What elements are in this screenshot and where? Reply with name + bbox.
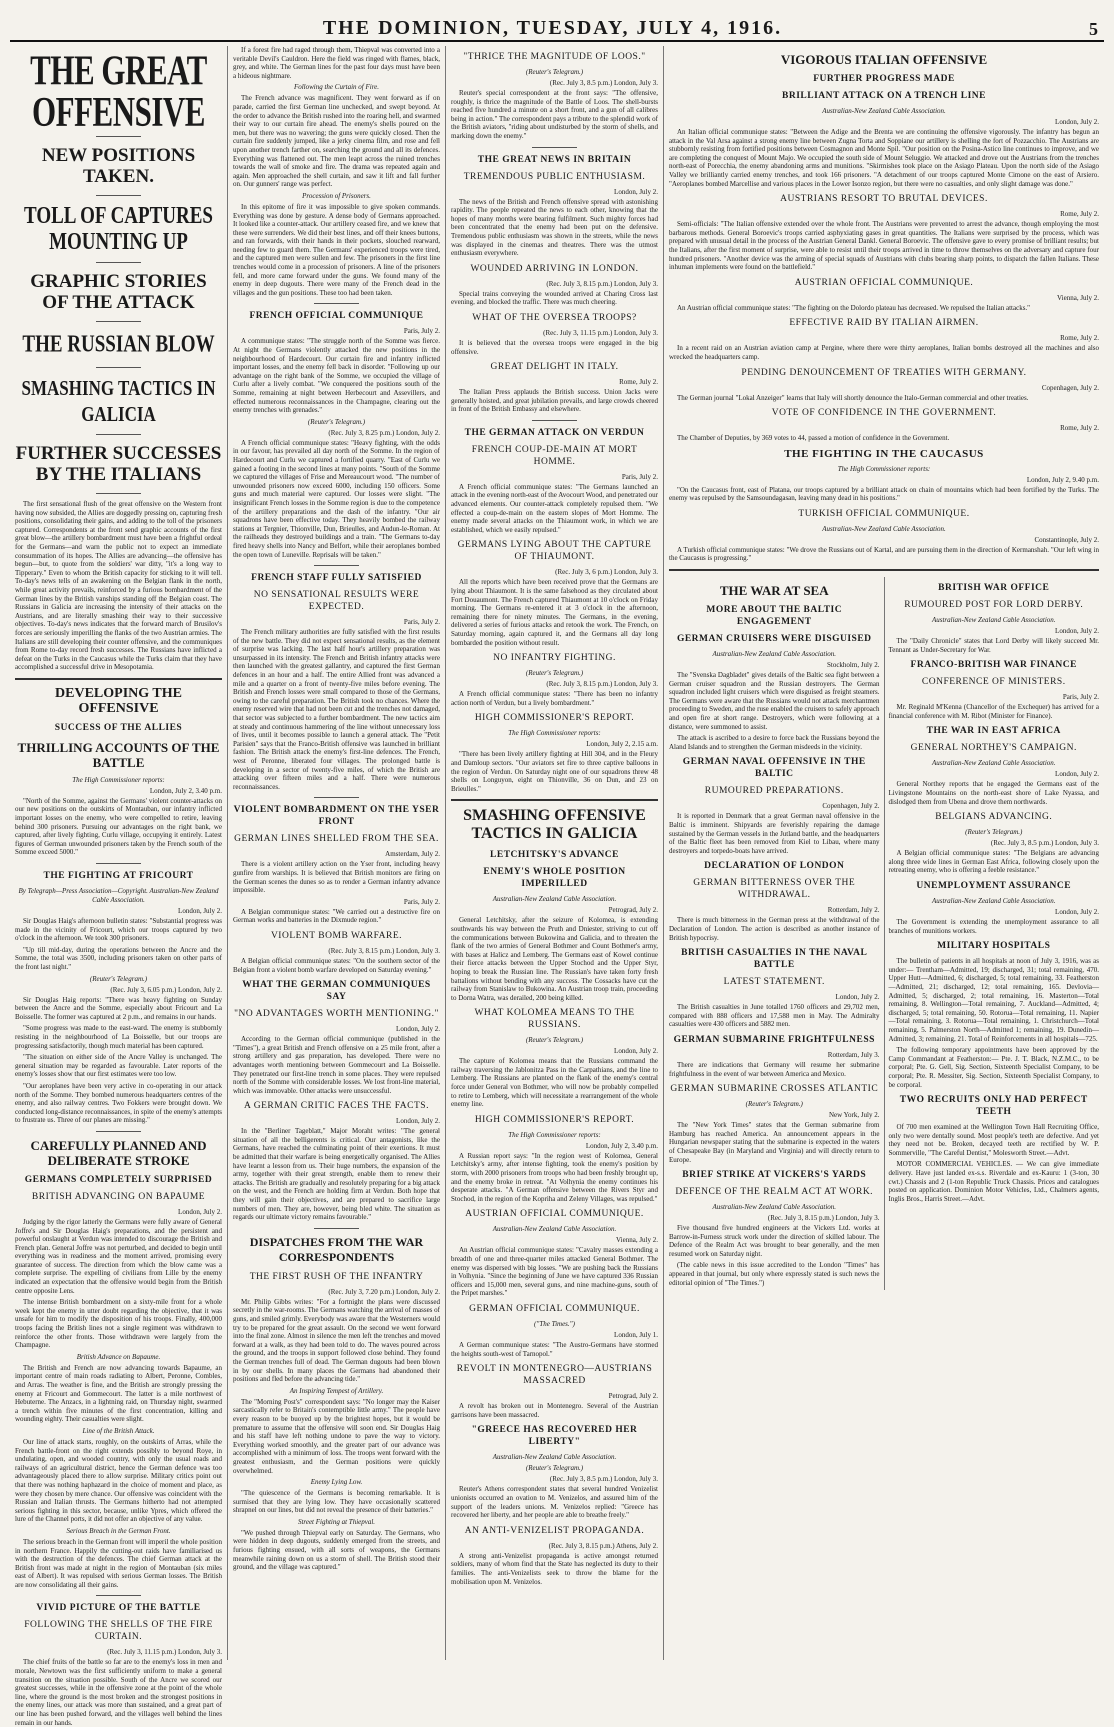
headline-bomb-warfare: VIOLENT BOMB WARFARE. — [270, 930, 403, 941]
misc-news-column — [889, 577, 1100, 1290]
article-paragraph: Reuter's Athens correspondent states that several hundred Venizelist unionists occurred an ovation to M. Venizelos, and assured him of the support of the leaders unions. M. Venizelos replied: "Greece has recovered her liberty, and her people are able to breathe freely." — [451, 1485, 658, 1520]
dateline: Vienna, July 2. — [1057, 293, 1099, 302]
headline-confidence: VOTE OF CONFIDENCE IN THE GOVERNMENT. — [771, 408, 997, 419]
headline-thrice-loos: "THRICE THE MAGNITUDE OF LOOS." — [463, 52, 646, 62]
report-source: Australian-New Zealand Cable Association. — [492, 1453, 617, 1462]
headline-shelled-sea: GERMAN LINES SHELLED FROM THE SEA. — [234, 834, 439, 845]
article-paragraph: It is believed that the oversea troops were engaged in the big offensive. — [451, 338, 658, 356]
report-source: ("The Times.") — [534, 1319, 575, 1328]
report-source: (Reuter's Telegram.) — [525, 669, 584, 678]
headline-turkish: TURKISH OFFICIAL COMMUNIQUE. — [798, 508, 970, 519]
dateline: Paris, July 2. — [403, 897, 440, 906]
headline-rumoured: RUMOURED PREPARATIONS. — [704, 786, 844, 797]
article-paragraph: The intense British bombardment on a sixty-mile front for a whole week kept the enemy in utter doubt regarding the objective, that it was unsafe for him to modify the disposition of his troops. Finally, 400,000 troops facing the British lines not a single regiment was withdrawn to reinforce the other fronts. Those withdrawn were largely from the Champagne. — [15, 1298, 222, 1350]
article-paragraph: There is a violent artillery action on the Yser front, including heavy gunfire from warships. It is believed that British monitors are firing on the German scenes the dunes so as to render a German infantry advance impossible. — [233, 860, 440, 895]
article-paragraph: A French official communique states: "There has been no infantry action north of Verdun, but a lively bombardment." — [451, 690, 658, 707]
headline-montenegro: REVOLT IN MONTENEGRO—AUSTRIANS MASSACRED — [456, 1364, 653, 1387]
dateline: London, July 2. — [396, 1117, 440, 1126]
dateline: London, July 2. — [614, 187, 658, 196]
article-paragraph: The "Daily Chronicle" states that Lord Derby will likely succeed Mr. Tennant as Under-Secretary for War. — [888, 637, 1099, 654]
article-paragraph: Mr. Reginald M'Kenna (Chancellor of the Exchequer) has arrived for a financial conference with M. Ribot (Minister for Finance). — [888, 703, 1099, 720]
dateline: Stockholm, July 2. — [826, 661, 880, 670]
article-paragraph: Semi-officials: "The Italian offensive extended over the whole front. The Austrians were prevented to arrest the advance, though employing the most barbarous methods. General Boroevic's troops carried asphyxiating gases in great quantities. The Italians were surprised by the process, which was prepared with unusual detail in the process of the Austrian General Dankl. General Boroevic. The offensive gave to every promise of brilliant results; but the Italians, after the first moment of surprise, were able to resist until their troops arrived in time to throw themselves on the adversary and capture four hundred prisoners. "Another device was the arming of special squads of Austrians with clubs bearing sharp points, to dispatch the fallen Italians. These inhuman implements were found on the battlefield." — [669, 220, 1099, 272]
headline-treaties: PENDING DENOUNCEMENT OF TREATIES WITH GERMANY. — [741, 367, 1027, 378]
article-paragraph: The British and French are now advancing towards Bapaume, an important centre of main roads radiating to Albert, Peronne, Combles, and Arras. The weather is fine, and the British are strongly pressing the enemy at Fricourt and Gommecourt. The latter is a mile northwest of Hebuterne. The Anzacs, in a lightning raid, on Thursday night, swarmed a trench within five minutes of the first concentration, killing and wounding eighty. Their casualties were slight. — [15, 1363, 222, 1424]
dateline: (Rec. July 3, 8.15 p.m.) London, July 3. — [546, 279, 658, 288]
dateline: Rotterdam, July 2. — [827, 906, 880, 915]
subhead: Procession of Prisoners. — [302, 191, 371, 200]
headline-casualties: BRITISH CASUALTIES IN THE NAVAL BATTLE — [681, 948, 868, 971]
headline-new-positions: NEW POSITIONS TAKEN. — [41, 145, 196, 187]
headline-brutal-devices: AUSTRIANS RESORT TO BRUTAL DEVICES. — [780, 194, 988, 205]
article-paragraph: "North of the Somme, against the Germans' violent counter-attacks on our new positions on the outskirts of Montauban, our infantry inflicted important losses on the enemy, who were compelled to retire, leaving behind 300 prisoners. Pursuing our advantages on the right bank, we captured, after lively fighting, Curlu village, occupying it entirely. Latest figures of German unwounded prisoners taken by the French south of the Somme exceed 5000." — [15, 796, 222, 857]
headline-naval-offensive: GERMAN NAVAL OFFENSIVE IN THE BALTIC — [682, 757, 866, 780]
headline-developing: DEVELOPING THE OFFENSIVE — [55, 685, 182, 716]
headline-vivid-picture: VIVID PICTURE OF THE BATTLE — [36, 1603, 201, 1614]
article-paragraph: The "New York Times" states that the German submarine from Hamburg has reached America. An announcement appears in the Hungarian newspaper stating that the submarine is expected in the waters of Chesapeake Bay (in Maryland and Virginia) and will directly return to Europe. — [669, 1121, 880, 1164]
headline-verdun: THE GERMAN ATTACK ON VERDUN — [464, 427, 645, 438]
report-source: The High Commissioner reports: — [508, 1130, 601, 1139]
headline-french-staff: FRENCH STAFF FULLY SATISFIED — [251, 573, 422, 584]
report-source: Australian-New Zealand Cable Association. — [492, 895, 617, 904]
dateline: Copenhagen, July 2. — [1041, 383, 1099, 392]
article-paragraph: A Belgian communique states: "We carried out a destructive fire on German works and batteries in the Dixmude region." — [233, 907, 440, 925]
headline-bapaume: BRITISH ADVANCING ON BAPAUME — [31, 1191, 206, 1202]
headline-further-progress: FURTHER PROGRESS MADE — [813, 74, 955, 84]
article-paragraph: A French official communique states: "The Germans launched an attack in the evening north-east of the Avocourt Wood, and penetrated our advanced elements. Our counter-attack completely repulsed them. "We effected a coup-de-main on the eastern slopes of Mort Homme. The enemy made several attacks on the Thiaumont work, in which we are established, which we easily repulsed." — [451, 482, 658, 534]
article-paragraph: Sir Douglas Haig reports: "There was heavy fighting on Sunday between the Ancre and the Somme, especially about Fricourt and La Boisselle. The former was captured at 2 p.m., and remains in our hands. — [15, 995, 222, 1021]
dateline: Rome, July 2. — [619, 378, 658, 387]
dateline: London, July 2. — [1055, 908, 1099, 916]
headline-french-communique: FRENCH OFFICIAL COMMUNIQUE — [249, 311, 424, 322]
dateline: Petrograd, July 2. — [608, 906, 658, 915]
headline-thrilling: THRILLING ACCOUNTS OF THE BATTLE — [17, 739, 220, 770]
report-source: The High Commissioner reports: — [508, 729, 601, 738]
headline-smashing-tactics: SMASHING TACTICS IN GALICIA — [21, 376, 216, 426]
article-paragraph: If a forest fire had raged through them, Thiepval was converted into a veritable Devil's Cauldron. Here the field was ringed with flames, black, grey, and white. The German lines for the past four days must have been a hideous nightmare. — [233, 46, 440, 80]
headline-high-commissioner-2: HIGH COMMISSIONER'S REPORT. — [474, 1114, 635, 1125]
dateline: London, July 2. — [396, 1025, 440, 1034]
dateline: (Rec. July 3, 7.20 p.m.) London, July 2. — [328, 1287, 440, 1296]
article-paragraph: The bulletin of patients in all hospitals at noon of July 3, 1916, was as under:— Trentham—Admitted, 19; discharged, 31; total remaining, 470. Upper Hutt—Admitted, 6; discharged, 5; total remaining, 33. Featherston—Admitted, 21; discharged, 12; total remaining, 165. Devlovia—Admitted, 5; discharged, 2; total remaining, 16. Masterton—Total remaining, 8. Wellington—Total remaining, 7. Auckland—Admitted, 4; discharged, 5; total remaining, 50. Rotorua—Total remaining, 11. Napier—Total remaining, 3. Rotorua—Total remaining, 1. Christchurch—Total remaining, 5. Palmerston North—Admitted 1; remaining, 19. Dunedin—Admitted, 3; remaining, 21. Total of Reinforcements in all hospitals—725. — [888, 957, 1099, 1043]
headline-letchitsky: LETCHITSKY'S ADVANCE — [490, 850, 619, 861]
dateline: London, July 2, 3.40 p.m. — [585, 1141, 658, 1150]
article-paragraph: "There has been lively artillery fighting at Hill 304, and in the Fleury and Damloup sectors. "Our aviators set fire to three captive balloons in the region of Verdun. On Saturday night one of our squadrons threw 48 shells on Longuyon, eight on Thionville, 36 on Dun, and 23 on Brieulles." — [451, 750, 658, 793]
headline-lord-derby: RUMOURED POST FOR LORD DERBY. — [904, 600, 1084, 611]
subhead: British Advance on Bapaume. — [76, 1352, 161, 1361]
headline-toll: TOLL OF CAPTURES MOUNTING UP — [24, 202, 213, 256]
headline-no-sensational: NO SENSATIONAL RESULTS WERE EXPECTED. — [253, 590, 420, 613]
subhead: Line of the British Attack. — [82, 1426, 155, 1435]
article-paragraph: A Turkish official communique states: "We drove the Russians out of Kartal, and are pursuing them in the direction of Kermanshah. "Our left wing in the Caucasus is progressing." — [669, 545, 1099, 563]
article-paragraph: A Russian report says: "In the region west of Kolomea, General Letchitsky's army, after intense fighting, took the enemy's position by storm, with 2000 prisoners from troops who had been freshly brought up, and the enemy broke in retreat. "At Volhynia the enemy continues his desperate attacks. "A German offensive between the Rivers Styr and Stochod, in the region of the Kopriha and Zeleny Villages, was repulsed." — [451, 1151, 658, 1203]
dateline: (Rec. July 3, 8.15 p.m.) London, July 3. — [328, 946, 440, 955]
headline-war-at-sea: THE WAR AT SEA — [719, 583, 829, 599]
headline-success-allies: SUCCESS OF THE ALLIES — [54, 722, 183, 733]
headline-oversea-troops: WHAT OF THE OVERSEA TROOPS? — [472, 312, 637, 323]
editorial-note: (The cable news in this issue accredited to the London "Times" has appeared in that journal, but only where expressly stated is such news the editorial opinion of "The Times.") — [669, 1261, 880, 1287]
article-paragraph: An Italian official communique states: "Between the Adige and the Brenta we are continuing the offensive vigorously. The infantry has begun an attack in the Val Arsa against a strong enemy line between Zugna Torta and Soppiane our artillery is shelling the fort of Pozzacchio. The Austrians are stubbornly resisting from fortified positions between Cosmagnon and Monte Spil. "Our position on the Posina-Astico line continues to improve, and we are completing the conquest of Mount Majo. We occupied the south side of Mount Seluggio. We attacked and drove out the Austrians from the trenches north-east of Porecchia, the enemy abandoning arms and munitions. "Skirmishes took place on the Asiago Plateau. Upon the north side of the Asiago Valley we brilliantly carried enemy trenches, and took 166 prisoners. "A detachment of our troops captured Monte Cimone on the east of Arsiero. "Aeroplanes bombed Marcellise and various places in the Lower Isonzo region, but there were no casualties, and only slight damage was done." — [669, 128, 1099, 188]
masthead-title: THE DOMINION, TUESDAY, JULY 4, 1916. — [322, 17, 783, 39]
dateline: (Rec. July 3, 8.15 p.m.) London, July 3. — [767, 1214, 880, 1223]
article-paragraph: "On the Caucasus front, east of Platana, our troops captured by a brilliant attack on chain of mountains which had been fortified by the Turks. The enemy was repulsed by the Samsoundagasan, leaving many dead in his positions." — [669, 485, 1099, 503]
headline-war-finance: FRANCO-BRITISH WAR FINANCE — [910, 660, 1077, 671]
article-paragraph: The chief fruits of the battle so far are to the enemy's loss in men and morale, Newtown was the first sufficiently uniform to make a general transition on the situation possible. South of the Ancre we scored our greatest successes, while in the offensive zone at the point of the whole line, where the ground is the most broken and the strongest positions in the enemy lines, our attack was more than sustained, and a great part of our line has been pushed forward, and the villages well behind the lines remain in our hands. — [15, 1658, 222, 1727]
article-paragraph: A strong anti-Venizelist propaganda is active amongst returned soldiers, many of whom find that the State has neglected its duty to their families. The anti-Venizelists seek to throw the blame for the mobilisation upon M. Venizelos. — [451, 1551, 658, 1586]
report-source: (Reuter's Telegram.) — [307, 417, 366, 426]
article-paragraph: "We pushed through Thiepval early on Saturday. The Germans, who were hidden in deep dugouts, suddenly emerged from the streets, and furious fighting ensued, with all sorts of weapons, the Germans meanwhile raining down on us a storm of shell. The British stood their ground, and the village was captured." — [233, 1528, 440, 1572]
page-number: 5 — [1089, 19, 1098, 39]
article-paragraph: An Austrian official communique states: "Cavalry masses extending a breadth of one and three-quarter miles attacked General Bothmer. The enemy was dispersed with big losses. "We are pushing back the Russians in Volhynia. "Since the beginning of June we have captured 336 Russian officers and 15,000 men, several guns, and nine machine-guns, south of the Pripet marshes." — [451, 1246, 658, 1298]
dateline: London, July 2, 3.40 p.m. — [149, 786, 222, 795]
subhead: An Inspiring Tempest of Artillery. — [289, 1386, 384, 1395]
article-paragraph: Judging by the rigor latterly the Germans were fully aware of General Joffre's and Sir Douglas Haig's preparations, and the persistent and powerful onslaught at Verdun was intended to discourage the British and French plan. General Joffre was not perturbed, and decided to begin until everything was in readiness and the moment arrived, promising every guarantee of success. The direction from which the blow came was a complete surprise. The expelling of civilians from Lille by the enemy indicated an expectation that the offensive would begin from the British centre opposite Lens. — [15, 1217, 222, 1295]
headline-unemployment: UNEMPLOYMENT ASSURANCE — [916, 881, 1072, 891]
headline-east-africa: THE WAR IN EAST AFRICA — [926, 726, 1061, 737]
headline-disguised: GERMAN CRUISERS WERE DISGUISED — [676, 634, 872, 645]
article-paragraph: In this epitome of fire it was impossible to give spoken commands. Everything was done by gesture. A dense body of Germans approached. It looked like a counter-attack. Our artillery ceased fire, and we knew that these were surrenders. We did their best lines, and off their knees buttons, and ran forwards, with their hands in their pockets, slouched rearward, needing few to guard them. The Germans' experienced troops were tired, and the captured men were sullen and few. The prisoners in the first line trenches would come in a procession of prisoners. A line of the prisoners fell, and more came forward under the guns. We found many of the enemy in deep dugouts. There were many of the French dead in the villages and the gun positions. These too had been taken. — [233, 202, 440, 297]
dateline: Vienna, July 2. — [616, 1236, 658, 1245]
article-paragraph: Special trains conveying the wounded arrived at Charing Cross last evening, and blocked the traffic. There was much cheering. — [451, 289, 658, 307]
headline-perfect-teeth: TWO RECRUITS ONLY HAD PERFECT TEETH — [899, 1095, 1088, 1118]
lead-paragraph: The first sensational flush of the great offensive on the Western front having now subsided, the Allies are doggedly pressing on, capturing fresh positions, consolidating their gains, and adding to the toll of the prisoners captured. Correspondents at the front send graphic accounts of the first great blow—the artillery bombardment must have been a frightful ordeal for the Germans—and warn the public not to expect an immediate consummation of its hopes. The Allies are advancing—the offensive has begun—but, to quote from the soldiers' war ditty, "it's a long way to Tipperary." Even to whom the British capacity for sticking to it will tell. To-day's news tells of an awakening on the Belgian flank in the north, while great activity prevails, reinforced by a furious bombardment of the German lines by the British vanships standing off the Belgian coast. The Russians in Galicia are increasing the intensity of their attacks on the Austrians, and are literally smashing their way to their successive objectives. To-day's news indicates that the forward march of Brusilov's forces are seriously imperilling the flanks of the two Austrian armies. The Italians are still developing their counter offensive, and the communiques from Rome to-day record fresh successes. The Russians have inflicted a defeat on the Turks in the Caucasus while the Turks claim that they have accomplished a successful drive in Mesopotamia. — [15, 500, 222, 672]
dateline: (Rec. July 3, 8.5 p.m.) London, July 3. — [990, 839, 1099, 848]
dateline: Amsterdam, July 2. — [385, 850, 440, 859]
article-paragraph: "Our aeroplanes have been very active in co-operating in our attack north of the Somme. They bombed numerous headquarters centres of the enemy, and also railway centres. Two Fokkers were brought down. We conducted long-distance reconnaissances, in spite of the enemy's attempts to frustrate us. Three of our planes are missing." — [15, 1081, 222, 1125]
dateline: Paris, July 2. — [1062, 693, 1099, 702]
dateline: London, July 2. — [1055, 118, 1099, 126]
article-paragraph: A revolt has broken out in Montenegro. Several of the Austrian garrisons have been massacred. — [451, 1402, 658, 1419]
dateline: Paris, July 2. — [621, 472, 658, 481]
headline-first-rush: THE FIRST RUSH OF THE INFANTRY — [249, 1271, 424, 1282]
dateline: New York, July 2. — [828, 1111, 880, 1120]
headline-kolomea: WHAT KOLOMEA MEANS TO THE RUSSIANS. — [474, 1008, 635, 1031]
article-paragraph: There is much bitterness in the German press at the withdrawal of the Declaration of London. The action is described as another instance of British hypocrisy. — [669, 916, 880, 942]
dateline: London, July 2. — [835, 993, 880, 1002]
headline-war-office: BRITISH WAR OFFICE — [938, 583, 1050, 594]
headline-austrian-official: AUSTRIAN OFFICIAL COMMUNIQUE. — [794, 277, 974, 288]
headline-italy-delight: GREAT DELIGHT IN ITALY. — [490, 362, 619, 373]
article-paragraph: A French official communique states: "Heavy fighting, with the odds in our favour, has prevailed all day north of the Somme. In the region of Hardecourt and Curlu we captured a fortified quarry. "East of Curlu we gained a footing in the second lines at many points. "South of the Somme we captured the villages of Frise and Mereaucourt wood. "The number of unwounded prisoners now exceed 6000, including 150 officers. Some guns and much material were captured. Our losses were slight. "The insignificant French losses in the Somme region is due to the competence of the artillery preparations and the dash of the infantry. "Our air squadrons have been effective today. They heavily bombed the railway stations at Tergnier, Thionville, Dun, Brieulles, and Audun-le-Roman. At the railheads they destroyed buildings and a train. "The Germans to-day fired heavy shells into Nancy and Belfort, while their aeroplanes bombed the open town of Luneville. Reprisals will be taken." — [233, 438, 440, 559]
article-paragraph: The Government is extending the unemployment assurance to all branches of munitions workers. — [888, 918, 1099, 935]
article-paragraph: Reuter's special correspondent at the front says: "The offensive, roughly, is thrice the magnitude of the Battle of Loos. The shell-bursts reached five hundred a minute on a short front, and a gun of all calibres being in action." The correspondent pays a tribute to the splendid work of the British aviators, "riding about undisturbed by the storm of shells, and marking down the enemy." — [451, 89, 658, 140]
report-source: The High Commissioner reports: — [837, 464, 931, 473]
dateline: (Rec. July 3, 11.15 p.m.) London, July 3. — [543, 328, 658, 337]
report-source: (Reuter's Telegram.) — [525, 1036, 584, 1045]
dateline: London, July 2. — [614, 1047, 658, 1056]
article-paragraph: General Letchitsky, after the seizure of Kolomea, is extending southwards his way between the Pruth and Dniester, striving to cut off the communications between Bukowina and Galicia, and to threaten the flank of the two armies of General Bothmer and Count Bothmer's army, with bases at Halicz and Lemberg. The Germans east of Kowel continue their fierce attacks between the Upper Stochod and the Upper Styr, hoping to break the Russian line. The Russian's have taken forty fresh battalions without bending with any success. The Cossacks have cut the railway from Stanislaw to Bukowina. An Austrian troop train, proceeding to Dorna Watra, was derailed, 200 being killed. — [451, 916, 658, 1002]
report-source: (Reuter's Telegram.) — [965, 828, 1023, 837]
article-paragraph: "Some progress was made to the east-ward. The enemy is stubbornly resisting in the neighbourhood of La Boisselle, but our troops are progressing satisfactorily, though much material has been captured. — [15, 1024, 222, 1050]
dateline: Petrograd, July 2. — [608, 1392, 658, 1401]
article-paragraph: A Belgian official communique states: "The Belgians are advancing along three wide lines in German East Africa, following closely upon the retreating enemy, who is offering a feeble resistance." — [888, 849, 1099, 875]
dateline: Rome, July 2. — [1060, 334, 1099, 343]
advertisement: Of 700 men examined at the Wellington Town Hall Recruiting Office, only two were dentally sound. Most people's teeth are defective. And yet they need not be. Broken, decayed teeth are rectified by W. P. Sommerville, "The Careful Dentist," Molesworth Street.—Advt. — [888, 1123, 1099, 1157]
headline-austrian-communique: AUSTRIAN OFFICIAL COMMUNIQUE. — [465, 1209, 644, 1220]
article-paragraph: The "Svenska Dagbladet" gives details of the Baltic sea fight between a German cruiser squadron and the Russian destroyers. The German squadron included light cruisers which were disguised as freight steamers. The Germans were aware that the Russians would not attack merchantmen proceeding to Sweden, and the ruse enabled the cruisers to safely approach and open fire at short range. Destroyers, which were following at a distance, were summoned to assist. — [669, 671, 880, 731]
article-paragraph: An Austrian official communique states: "The fighting on the Dolordo plateau has decreased. We repulsed the Italian attacks." — [677, 303, 1031, 312]
subhead: Street Fighting at Thiepval. — [297, 1517, 376, 1526]
headline-german-critic: A GERMAN CRITIC FACES THE FACTS. — [244, 1101, 429, 1112]
headline-high-commissioner: HIGH COMMISSIONER'S REPORT. — [474, 713, 635, 724]
headline-northey: GENERAL NORTHEY'S CAMPAIGN. — [910, 743, 1077, 754]
article-paragraph: The French military authorities are fully satisfied with the first results of the new battle. They did not expect sensational results, as the element of surprise was lacking. The last half hour's artillery preparation was unsurpassed in its intensity. The French and British infantry attacks were then launched with the greatest gallantry, and captured the first German defences in an hour and a half. The entire Allied front was advanced a mile and a quarter on a front of twenty-five miles before evening. The British and French losses were small compared to those of the Germans, owing to the careful preparation. The British took no chances. Where the enemy reserved wire that had not been cut and the trenches not damaged, that sector was subjected to a further bombardment. The new tactics aim at steady and continuous hammering of the line without unnecessary loss of lives, until it becomes possible to launch a general attack. The "Petit Parisien" says that the Franco-British offensive was launched in brilliant fashion. The British attack the enemy's first-line defences. The French, west of Peronne, liberated four villages. The prolonged battle is developing in a sector of twenty-five miles, of which the British are attacking over fifteen miles and a half. There were numerous reconnaissances. — [233, 628, 440, 791]
dateline: (Rec. July 3, 6.05 p.m.) London, July 2. — [110, 985, 222, 994]
dateline: London, July 2, 2.15 a.m. — [586, 740, 658, 749]
dateline: London, July 2. — [178, 907, 222, 916]
article-paragraph: The German journal "Lokal Anzeiger" learns that Italy will shortly denounce the Italo-German commercial and other treaties. — [677, 393, 1029, 402]
main-headline: THE GREAT OFFENSIVE — [30, 46, 207, 136]
report-source: Australian-New Zealand Cable Association. — [822, 524, 946, 533]
report-source: Australian-New Zealand Cable Association. — [931, 897, 1056, 905]
headline-military-hospitals: MILITARY HOSPITALS — [937, 941, 1051, 952]
war-at-sea-column — [669, 577, 885, 1290]
headline-frightfulness: GERMAN SUBMARINE FRIGHTFULNESS — [673, 1034, 875, 1045]
dateline: (Rec. July 3, 6 p.m.) London, July 3. — [555, 568, 658, 577]
article-paragraph: "The situation on either side of the Ancre Valley is unchanged. The general situation may be regarded as favourable. Later reports of the enemy's losses show that our first estimates were too low. — [15, 1053, 222, 1079]
article-paragraph: The serious breach in the German front will imperil the whole position in northern France. Happily the cutting-out raids have familiarised us with the destruction of the defences. The chief German attack at the British front was made at night in the region of Montauban (six miles east of Albert). It was repulsed with serious German losses. The British are now consolidating all their gains. — [15, 1537, 222, 1589]
headline-latest: LATEST STATEMENT. — [723, 977, 825, 988]
headline-imperilled: ENEMY'S WHOLE POSITION IMPERILLED — [483, 867, 626, 890]
headline-no-advantages: "NO ADVANTAGES WORTH MENTIONING." — [234, 1009, 439, 1020]
headline-conference: CONFERENCE OF MINISTERS. — [921, 677, 1066, 688]
article-paragraph: "Up till mid-day, during the operations between the Ancre and the Somme, the total was 3500, including prisoners taken on other parts of the front last night." — [15, 945, 222, 971]
report-source: Australian-New Zealand Cable Association. — [492, 1225, 617, 1234]
subhead: Enemy Lying Low. — [310, 1478, 363, 1487]
dateline: Paris, July 2. — [403, 327, 440, 336]
headline-atlantic: GERMAN SUBMARINE CROSSES ATLANTIC — [670, 1084, 879, 1095]
article-paragraph: A Belgian official communique states: "On the southern sector of the Belgian front a violent bomb warfare developed on Saturday evening." — [233, 956, 440, 974]
dateline: Copenhagen, July 2. — [822, 802, 880, 811]
advertisement: MOTOR COMMERCIAL VEHICLES. — We can give immediate delivery. Have just landed ex-s.s. Riverdale and ex-Kauru: 1 (3-ton, 30 cwt.) Chassis and 2 (1-ton Republic Truck Chassis. Prices and catalogues posted on application. Dominion Motor Vehicles, Ltd., Chalmers agents, Inglis Bros., Harris Street.—Advt. — [888, 1160, 1099, 1203]
dateline: London, July 1. — [614, 1330, 658, 1339]
headline-caucasus: THE FIGHTING IN THE CAUCASUS — [784, 447, 984, 460]
article-paragraph: A German communique states: "The Austro-Germans have stormed the heights south-west of Tarnopol." — [451, 1340, 658, 1358]
headline-anti-venizelist: AN ANTI-VENIZELIST PROPAGANDA. — [464, 1525, 645, 1536]
headline-bitterness: GERMAN BITTERNESS OVER THE WITHDRAWAL. — [693, 878, 856, 901]
headline-mort-homme: FRENCH COUP-DE-MAIN AT MORT HOMME. — [471, 444, 638, 467]
article-paragraph: The following temporary appointments have been approved by the Camp Commandant at Featherston:— Pte. J. T. Black, N.Z.M.C., to be corporal; Pte. G. Gell, Sig. Section, Sixteenth Specialist Company, to be corporal; Pte. R. Messiter, Sig. Section, Sixteenth Specialist Company, to be corporal. — [888, 1046, 1099, 1089]
article-paragraph: Five thousand five hundred engineers at the Vickers Ltd. works at Barrow-in-Furness struck work under the direction of skilled labour. The Defence of the Realm Act was brought to bear generally, and the men resumed work on Saturday night. — [669, 1224, 880, 1258]
dateline: (Rec. July 3, 8.25 p.m.) London, July 2. — [328, 428, 440, 437]
headline-galicia: SMASHING OFFENSIVE TACTICS IN GALICIA — [463, 807, 646, 843]
dateline: (Rec. July 3, 8.15 p.m.) London, July 3. — [546, 680, 658, 689]
headline-surprised: GERMANS COMPLETELY SURPRISED — [24, 1174, 213, 1185]
dateline: Rotterdam, July 3. — [827, 1050, 880, 1059]
headline-enthusiasm: TREMENDOUS PUBLIC ENTHUSIASM. — [463, 171, 646, 182]
dateline: Constantinople, July 2. — [1034, 535, 1099, 544]
report-source: (Reuter's Telegram.) — [525, 1464, 584, 1473]
article-paragraph: The French advance was magnificent. They went forward as if on parade, carried the first German line unchecked, and swept beyond. At the order to advance the British rushed into the roaring hell, and swarmed their way to our curtain fire ahead. The enemy's shells poured on the men, but there was no wavering; the guns were quickly closed. Then the curtain fire suddenly jumped, like a jerky cinema film, and rose and fell upon another trench farther on, searching the ground and all its defences. Everything was flattened out. The men leapt across the ruined trenches towards the wall of smoke and fire. The drama was repeated again and again. Men approached the shell curtain, and saw it lift and fall further on. Our gunners' range was perfect. — [233, 94, 440, 189]
dateline: (Rec. July 3, 11.15 p.m.) London, July 3. — [107, 1648, 222, 1657]
article-paragraph: The Italian Press applauds the British success. Union Jacks were generally hoisted, and great jubilation prevails, and large crowds cheered in front of the British Embassy and elsewhere. — [451, 388, 658, 414]
article-paragraph: "The quiescence of the Germans is becoming remarkable. It is surmised that they are lying low. They have occasionally scattered shrapnel on our lines, but did not reveal the presence of their batteries." — [233, 1489, 440, 1515]
headline-realm-act: DEFENCE OF THE REALM ACT AT WORK. — [675, 1187, 874, 1198]
dateline: Rome, July 2. — [1060, 424, 1099, 433]
dateline: London, July 2, 9.40 p.m. — [1026, 475, 1099, 484]
column-4 — [664, 46, 1104, 1660]
article-paragraph: All the reports which have been received prove that the Germans are lying about Thiaumont. It is the same falsehood as they circulated about Fort Douaumont. The French captured Thiaumont at 10 o'clock on Friday morning. The Germans re-entered it at 3 o'clock in the afternoon, remaining there for ninety minutes. The Germans, in the evening, delivered a series of furious attacks and retook the work. The French, on Saturday morning, again captured it, and the Germans all day long bombarded the position without result. — [451, 578, 658, 647]
masthead — [10, 6, 1104, 42]
subhead: Following the Curtain of Fire. — [293, 83, 380, 92]
report-source: Australian-New Zealand Cable Association. — [822, 107, 946, 115]
report-source: (Reuter's Telegram.) — [745, 1100, 803, 1109]
column-3 — [446, 46, 664, 1660]
article-paragraph: The "Morning Post's" correspondent says: "No longer may the Kaiser sarcastically refer to Britain's contemptible little army." The people have every reason to be buoyed up by the brightest hopes, but it would be premature to assume that the offensive will soon end. Sir Douglas Haig and his staff have left nothing undone to pave the way to victory. Everything worked smoothly, and the greater part of our advance was accomplished with a minimum of loss. The troops went forward with the greatest enthusiasm, and the German positions were quickly overwhelmed. — [233, 1397, 440, 1475]
column-1 — [10, 46, 228, 1727]
dateline: London, July 2. — [1055, 627, 1099, 636]
headline-fricourt: THE FIGHTING AT FRICOURT — [43, 871, 194, 882]
article-paragraph: There are indications that Germany will resume her submarine frightfulness in the event of war between America and Mexico. — [669, 1060, 880, 1078]
article-paragraph: The Chamber of Deputies, by 369 votes to 44, passed a motion of confidence in the Government. — [677, 434, 950, 443]
report-source: Australian-New Zealand Cable Association. — [931, 759, 1056, 768]
dateline: (Rec. July 3, 8.5 p.m.) London, July 3. — [549, 1475, 658, 1484]
headline-dispatches: DISPATCHES FROM THE WAR CORRESPONDENTS — [249, 1234, 424, 1264]
headline-carefully-planned: CAREFULLY PLANNED AND DELIBERATE STROKE — [30, 1137, 207, 1168]
article-paragraph: Mr. Philip Gibbs writes: "For a fortnight the plans were discussed secretly in the war-rooms. The Germans watching the arrival of masses of guns, and smiled grimly. Everybody was aware that the Westerners would try to be prepared for the great assault. On the second we went forward into the final zone. Almost in silence the men left the trenches and moved forward at a walk, as they had been told to do. The waves poured across the ground, and the troops in support followed close behind. They found the German trenches full of dead. The German dugouts had been blown in by our shells. In many places the Germans had abandoned their positions and fled before the advancing tide." — [233, 1297, 440, 1384]
headline-following-shells: FOLLOWING THE SHELLS OF THE FIRE CURTAIN. — [24, 1620, 213, 1643]
dateline: Rome, July 2. — [1060, 210, 1099, 219]
report-source: (Reuter's Telegram.) — [525, 68, 584, 76]
headline-russian-blow: THE RUSSIAN BLOW — [22, 331, 215, 358]
dateline: (Rec. July 3, 8.15 p.m.) Athens, July 2. — [548, 1541, 658, 1550]
article-paragraph: Our line of attack starts, roughly, on the outskirts of Arras, while the French battle-front on the right extends possibly to beyond Roye, in undulating, open, and wooded country, with only the usual roads and railways of an agricultural district, hence the German defence was too advantageously placed there to allow surprise. Military critics point out that there was nothing haphazard in the choice of moment and place, as were they chosen by mere chance. Our offensive was coincident with the Russian and Italian thrusts. The Germans hitherto had not attempted serious fighting in this sector, because, unlike Ypres, which offered the lure of the Channel ports, it did not offer an objective of any value. — [15, 1437, 222, 1524]
headline-german-communiques: WHAT THE GERMAN COMMUNIQUES SAY — [242, 980, 431, 1003]
article-paragraph: In a recent raid on an Austrian aviation camp at Pergine, where there were thirty aeroplanes, Italian bombs destroyed all the machines and also wrecked the headquarters camp. — [669, 344, 1099, 361]
headline-belgians: BELGIANS ADVANCING. — [935, 812, 1053, 823]
headline-news-britain: THE GREAT NEWS IN BRITAIN — [477, 154, 632, 165]
report-source: The High Commissioner reports: — [72, 775, 165, 784]
headline-brilliant-attack: BRILLIANT ATTACK ON A TRENCH LINE — [782, 91, 986, 101]
headline-italians: FURTHER SUCCESSES BY THE ITALIANS — [15, 443, 222, 485]
dateline: Paris, July 2. — [403, 618, 440, 627]
headline-italian-airmen: EFFECTIVE RAID BY ITALIAN AIRMEN. — [789, 318, 979, 329]
headline-no-infantry: NO INFANTRY FIGHTING. — [493, 653, 616, 664]
article-paragraph: It is reported in Denmark that a great German naval offensive in the Baltic is imminent. Shipyards are feverishly repairing the damage sustained by the German vessels in the Jutland battle, and the headquarters of the Baltic fleet has been removed from Kiel to Libau, where many destroyers and torpedo-boats have arrived. — [669, 812, 880, 855]
report-source: Australian-New Zealand Cable Association. — [712, 650, 837, 659]
report-source: Australian-New Zealand Cable Association. — [712, 1203, 837, 1212]
dateline: (Rec. July 3, 8.5 p.m.) London, July 3. — [549, 79, 658, 87]
headline-declaration: DECLARATION OF LONDON — [704, 861, 845, 872]
article-paragraph: The British casualties in June totalled 1760 officers and 29,702 men, compared with 888 officers and 17,588 men in May. The Admiralty casualties were 430 officers and 5882 men. — [669, 1003, 880, 1029]
headline-italian-offensive: VIGOROUS ITALIAN OFFENSIVE — [780, 52, 988, 67]
column-2 — [228, 46, 446, 1660]
headline-vickers: BRIEF STRIKE AT VICKERS'S YARDS — [682, 1170, 867, 1181]
report-source: By Telegraph—Press Association—Copyright. Australian-New Zealand Cable Association. — [18, 887, 219, 905]
article-paragraph: General Northey reports that he engaged the Germans east of the Livingstone Mountains on the north-east shore of Lake Nyassa, and dislodged them from Ubena and drove them northwards. — [888, 780, 1099, 806]
headline-graphic-stories: GRAPHIC STORIES OF THE ATTACK — [30, 271, 207, 313]
headline-wounded: WOUNDED ARRIVING IN LONDON. — [470, 263, 639, 274]
headline-greece: "GREECE HAS RECOVERED HER LIBERTY" — [471, 1425, 638, 1448]
article-paragraph: According to the German official communique (published in the "Times"), a great British and French offensive on a 25 mile front, after a strong artillery and gas preparation, has developed. There were no advantages worth mentioning between Gommecourt and La Boisselle. They penetrated our first-line trench in some places. They were repulsed north of the Somme with considerable losses. We lost front-line material, which was immovable. Other attacks were unsuccessful. — [233, 1035, 440, 1095]
article-paragraph: In the "Berliner Tageblatt," Major Moraht writes: "The general situation of all the belligerents is critical. Our antagonists, like the Germans, have reached the culminating point of their exertions. It must be admitted that their warfare is being energetically organised. The Allies have learnt a lesson from us. Their huge numbers, the expansion of the army, together with their great strength, enable them to renew their attacks. The British are gradually and resolutely preparing for a big attack on the west, and the French are holding firm at Verdun. Both hope that they will gain their objectives, and are prepared to sacrifice large numbers of men. They are, however, being bled white. The situation as regards our ultimate victory remains favourable." — [233, 1127, 440, 1222]
article-paragraph: A communique states: "The struggle north of the Somme was fierce. At night the Germans violently attacked the new positions in the neighbourhood of Hardecourt. Our curtain fire and infantry inflicted important losses, and the enemy fell back in disorder. "Following up our advantage on the right bank of the Somme, we occupied the village of Curlu after a lively combat. "We conquered the positions south of the Somme, remaining at night between Herbecourt and Assevillers, and effected numerous reconnaissances in the Champagne, clearing out the enemy trenches with grenades." — [233, 337, 440, 415]
article-paragraph: The attack is ascribed to a desire to force back the Russians beyond the Aland Islands and to strengthen the German misdeeds in the vicinity. — [669, 734, 880, 751]
headline-german-communique: GERMAN OFFICIAL COMMUNIQUE. — [469, 1303, 640, 1314]
subhead: Serious Breach in the German Front. — [66, 1526, 171, 1535]
report-source: Australian-New Zealand Cable Association. — [931, 616, 1056, 625]
headline-baltic: MORE ABOUT THE BALTIC ENGAGEMENT — [706, 605, 843, 628]
dateline: London, July 2. — [178, 1207, 222, 1216]
dateline: London, July 2. — [1055, 770, 1099, 779]
article-paragraph: The news of the British and French offensive spread with astonishing rapidity. The people repeated the news to each other, knowing that the hopes of many months were bearing fulfilment. Such mighty forces had been concentrated that the enemy had been put on the defensive. Tremendous public enthusiasm was shown in the streets, while the news was displayed in the cinemas and theatres. There was the utmost enthusiasm everywhere. — [451, 197, 658, 258]
headline-yser: VIOLENT BOMBARDMENT ON THE YSER FRONT — [233, 805, 440, 828]
article-paragraph: The capture of Kolomea means that the Russians command the railway traversing the Jablonitza Pass in the Carpathians, and the line to Lemberg. The Russians are planted on the flank of the enemy's central force under General von Bothmer, who will now be probably compelled to retire to Lemberg, which will necessitate a rearrangement of the whole enemy line. — [451, 1057, 658, 1109]
article-paragraph: Sir Douglas Haig's afternoon bulletin states: "Substantial progress was made in the vicinity of Fricourt, which our troops captured by two o'clock in the afternoon. We took 300 prisoners. — [15, 917, 222, 943]
report-source: (Reuter's Telegram.) — [89, 974, 148, 983]
headline-thiaumont: GERMANS LYING ABOUT THE CAPTURE OF THIAUMONT. — [457, 540, 652, 563]
